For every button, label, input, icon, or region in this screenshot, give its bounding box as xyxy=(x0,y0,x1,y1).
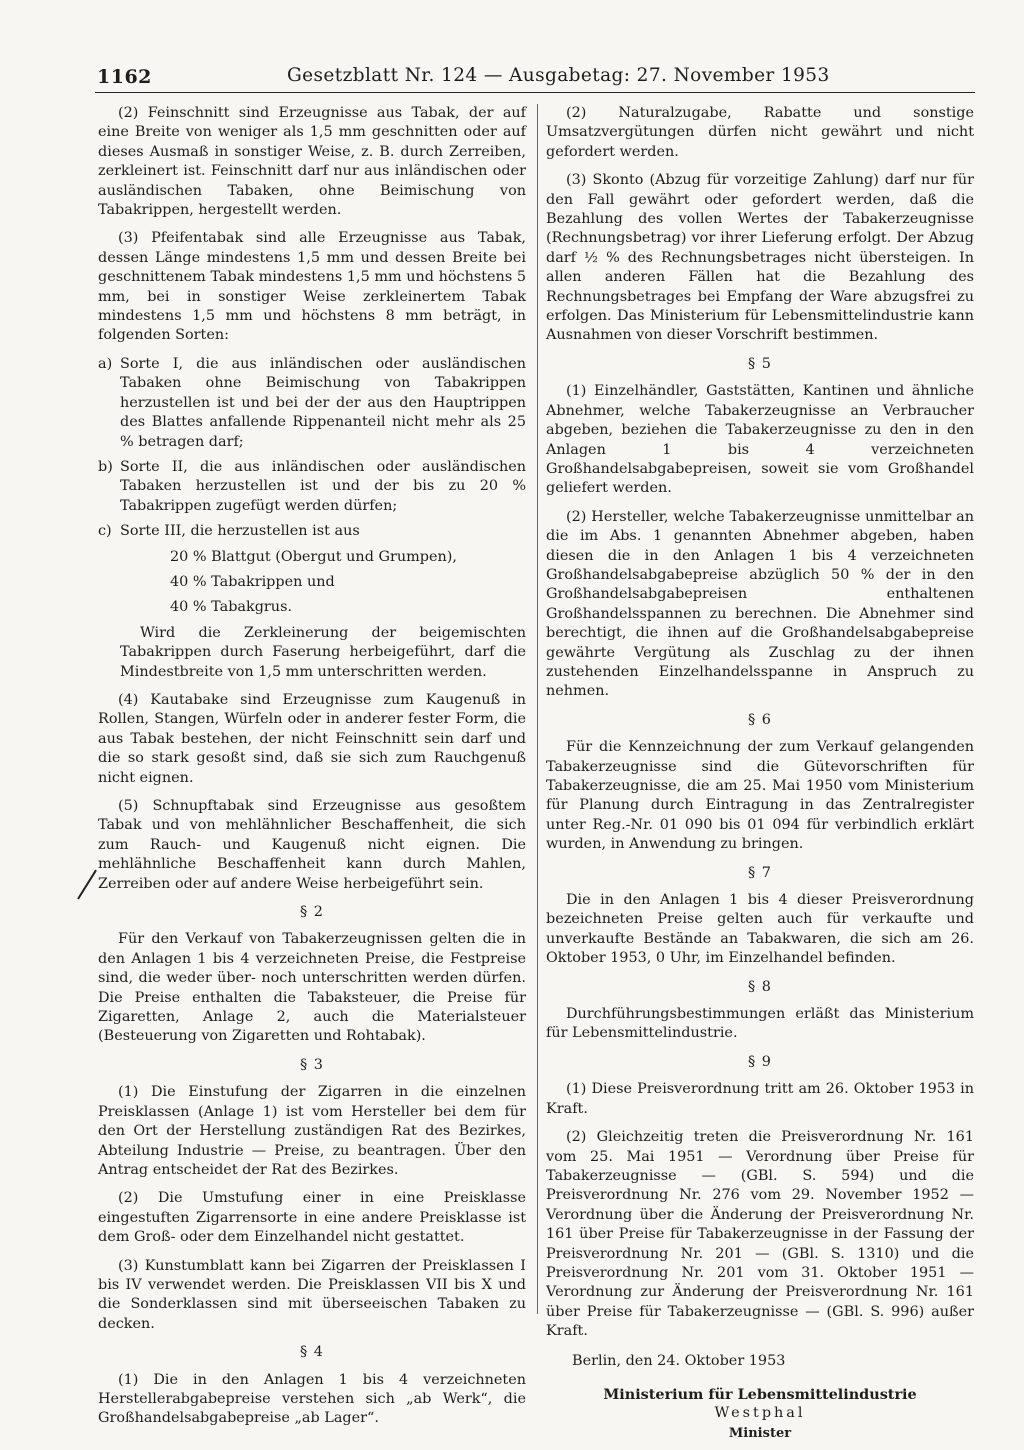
signature-authority: Ministerium für Lebensmittelindustrie xyxy=(603,1385,917,1403)
paragraph-s3-3: (3) Kunstumblatt kann bei Zigarren der Preisklassen I bis IV verwendet werden. Die Preisklassen VII bis X und die Sonderklassen sind mit überseeischen Tabaken zu decken. xyxy=(98,1257,526,1332)
list-marker: c) xyxy=(98,523,112,540)
composition-line-tabakgrus: 40 % Tabakgrus. xyxy=(170,599,293,616)
list-item-text: Sorte II, die aus inländischen oder ausländischen Tabaken herzustellen ist und der bis zu 20 % Tabakrippen zugefügt werden dürfen; xyxy=(120,458,526,514)
paragraph-s7-1: Die in den Anlagen 1 bis 4 dieser Preisverordnung bezeichneten Preise gelten auch für verkaufte und unverkaufte Bestände an Tabakwaren, die sich am 26. Oktober 1953, 0 Uhr, im Einzelhandel befinden. xyxy=(546,892,974,967)
list-item-text: Sorte I, die aus inländischen oder ausländischen Tabaken ohne Beimischung von Tabakrippen herzustellen ist und bei der der aus den Hauptrippen des Blattes anfallende Rippenanteil nicht mehr als 25 % betragen darf; xyxy=(120,355,526,450)
section-heading-6: § 6 xyxy=(748,711,772,728)
section-heading-4: § 4 xyxy=(300,1344,324,1361)
paragraph-s4-2: (2) Naturalzugabe, Rabatte und sonstige Umsatzvergütungen dürfen nicht gewährt und nicht gefordert werden. xyxy=(546,105,974,160)
page-number: 1162 xyxy=(97,66,152,88)
paragraph-s3-1: (1) Die Einstufung der Zigarren in die einzelnen Preisklassen (Anlage 1) ist vom Hersteller bei dem für den Ort der Herstellung zuständigen Rat des Bezirkes, Abteilung Industrie — Preise, zu beantragen. Über den Antrag entscheidet der Rat des Bezirkes. xyxy=(98,1084,526,1178)
column-divider xyxy=(537,104,538,1314)
list-item-text: Sorte III, die herzustellen ist aus xyxy=(120,523,360,540)
list-marker: b) xyxy=(98,458,113,475)
signature-name: Westphal xyxy=(714,1405,806,1422)
paragraph-s4-3: (3) Skonto (Abzug für vorzeitige Zahlung) darf nur für den Fall gewährt oder gefordert werden, daß die Bezahlung des vollen Wertes der Tabakerzeugnisse (Rechnungsbetrag) vor ihrer Lieferung erfolgt. Der Abzug darf ½ % des Rechnungsbetrages nicht übersteigen. In allen anderen Fällen hat die Bezahlung des Rechnungsbetrages bei Empfang der Ware abzugsfrei zu erfolgen. Das Ministerium für Lebensmittelindustrie kann Ausnahmen von dieser Vorschrift bestimmen. xyxy=(546,172,974,344)
header-title: Gesetzblatt Nr. 124 — Ausgabetag: 27. November 1953 xyxy=(287,65,830,86)
section-heading-2: § 2 xyxy=(300,904,324,921)
composition-line-blattgut: 20 % Blattgut (Obergut und Grumpen), xyxy=(170,548,457,565)
margin-pen-mark xyxy=(77,870,97,900)
section-heading-5: § 5 xyxy=(748,355,772,372)
list-marker: a) xyxy=(98,355,113,372)
paragraph-faserung-note: Wird die Zerkleinerung der beigemischten Tabakrippen durch Faserung herbeigeführt, darf die Mindestbreite von 1,5 mm unterschritten werden. xyxy=(120,624,526,680)
paragraph-s5-2: (2) Hersteller, welche Tabakerzeugnisse unmittelbar an die im Abs. 1 genannten Abnehmer abgeben, haben diesen die in den Anlagen 1 bis 4 verzeichneten Großhandelsabgabepreise abzüglich 50 % der in den Großhandelsabgabepreisen enthaltenen Großhandelsspannen zu berechnen. Die Abnehmer sind berechtigt, die ihnen auf die Großhandelsabgabepreise gewährte Vergütung als Zuschlag zu der ihnen zustehenden Einzelhandelsspanne in Anspruch zu nehmen. xyxy=(546,508,974,700)
paragraph-schnupftabak: (5) Schnupftabak sind Erzeugnisse aus gesoßtem Tabak und von mehlähnlicher Beschaffenheit, die sich zum Rauch- und Kaugenuß nicht eignen. Die mehlähnliche Beschaffenheit kann durch Mahlen, Zerreiben oder auf andere Weise herbeigeführt sein. xyxy=(98,798,526,892)
paragraph-s8-1: Durchführungsbestimmungen erläßt das Ministerium für Lebensmittelindustrie. xyxy=(546,1006,974,1042)
list-item-sorte-3 xyxy=(98,522,526,541)
section-heading-7: § 7 xyxy=(748,864,772,881)
left-column xyxy=(98,104,526,1438)
paragraph-s3-2: (2) Die Umstufung einer in eine Preisklasse eingestuften Zigarrensorte in eine andere Preisklasse ist dem Groß- oder dem Einzelhandel nicht gestattet. xyxy=(98,1190,526,1246)
right-column xyxy=(546,104,974,1443)
paragraph-s4-1: (1) Die in den Anlagen 1 bis 4 verzeichneten Herstellerabgabepreise verstehen sich „ab Werk“, die Großhandelsabgabepreise „ab Lager“. xyxy=(98,1371,526,1427)
paragraph-pfeifentabak: (3) Pfeifentabak sind alle Erzeugnisse aus Tabak, dessen Länge mindestens 1,5 mm und dessen Breite bei geschnittenem Tabak mindestens 1,5 mm und höchstens 5 mm, bei in sonstiger Weise zerkleinertem Tabak mindestens 1,5 mm und höchstens 8 mm beträgt, in folgenden Sorten: xyxy=(98,230,526,344)
paragraph-kautabake: (4) Kautabake sind Erzeugnisse zum Kaugenuß in Rollen, Stangen, Würfeln oder in anderer fester Form, die aus Tabak bestehen, der nicht Feinschnitt sein darf und die so stark gesoßt sind, daß sie sich zum Rauchgenuß nicht eignen. xyxy=(98,691,526,786)
section-heading-9: § 9 xyxy=(748,1053,772,1070)
paragraph-s9-1: (1) Diese Preisverordnung tritt am 26. Oktober 1953 in Kraft. xyxy=(546,1081,974,1117)
paragraph-s2-1: Für den Verkauf von Tabakerzeugnissen gelten die in den Anlagen 1 bis 4 verzeichneten Preise, die Festpreise sind, die weder über- noch unterschritten werden dürfen. Die Preise enthalten die Tabaksteuer, die Preise für Zigaretten, Anlage 2, auch die Materialsteuer (Besteuerung von Zigaretten und Rohtabak). xyxy=(98,931,526,1045)
list-item-sorte-1 xyxy=(98,355,526,452)
paragraph-s5-1: (1) Einzelhändler, Gaststätten, Kantinen und ähnliche Abnehmer, welche Tabakerzeugnisse an Verbraucher abgeben, beziehen die Tabakerzeugnisse zu den in den Anlagen 1 bis 4 verzeichneten Großhandelsabgabepreisen, soweit sie vom Großhandel geliefert werden. xyxy=(546,383,974,497)
signature-city-date: Berlin, den 24. Oktober 1953 xyxy=(572,1352,786,1369)
list-item-sorte-2 xyxy=(98,458,526,516)
section-heading-3: § 3 xyxy=(300,1056,324,1073)
section-heading-8: § 8 xyxy=(748,978,772,995)
paragraph-feinschnitt: (2) Feinschnitt sind Erzeugnisse aus Tabak, der auf eine Breite von weniger als 1,5 mm geschnitten oder auf dieses Ausmaß in sonstiger Weise, z. B. durch Zerreiben, zerkleinert ist. Feinschnitt darf nur aus inländischen oder ausländischen Tabaken, ohne Beimischung von Tabakrippen, hergestellt werden. xyxy=(98,105,526,219)
signature-role: Minister xyxy=(728,1425,792,1441)
paragraph-s9-2: (2) Gleichzeitig treten die Preisverordnung Nr. 161 vom 25. Mai 1951 — Verordnung über Preise für Tabakerzeugnisse — (GBl. S. 594) und die Preisverordnung Nr. 276 vom 29. November 1952 — Verordnung über die Änderung der Preisverordnung Nr. 161 über Preise für Tabakerzeugnisse in der Fassung der Preisverordnung Nr. 201 — (GBl. S. 1310) und die Preisverordnung Nr. 201 vom 31. Oktober 1951 — Verordnung zur Änderung der Preisverordnung Nr. 161 über Preise für Tabakerzeugnisse — (GBl. S. 996) außer Kraft. xyxy=(546,1129,974,1340)
composition-line-tabakrippen: 40 % Tabakrippen und xyxy=(170,573,335,590)
page-header xyxy=(95,62,975,93)
paragraph-s6-1: Für die Kennzeichnung der zum Verkauf gelangenden Tabakerzeugnisse sind die Gütevorschriften für Tabakerzeugnisse, die am 25. Mai 1950 vom Ministerium für Planung durch Eintragung in das Zentralregister unter Reg.-Nr. 01 090 bis 01 094 für verbindlich erklärt wurden, in Anwendung zu bringen. xyxy=(546,739,974,853)
